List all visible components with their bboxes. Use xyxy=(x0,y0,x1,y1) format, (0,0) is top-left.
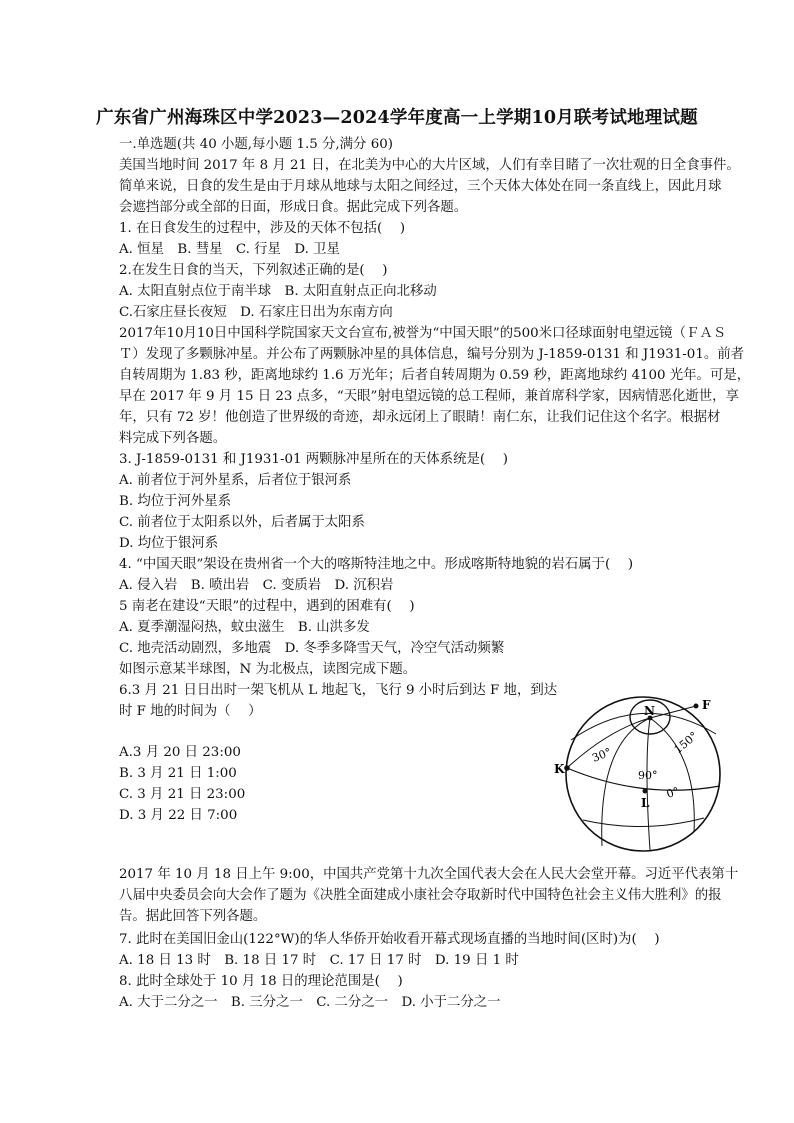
question-stem: 6.3 月 21 日日出时一架飞机从 L 地起飞，飞行 9 小时后到达 F 地，到达 xyxy=(119,683,558,698)
section-heading: 一.单选题(共 40 小题,每小题 1.5 分,满分 60) xyxy=(119,137,393,152)
question-options: A. 侵入岩 B. 喷出岩 C. 变质岩 D. 沉积岩 xyxy=(119,578,394,593)
question-options: C. 地壳活动剧烈，多地震 D. 冬季多降雪天气，冷空气活动频繁 xyxy=(119,641,505,656)
passage-line: 2017年10月10日中国科学院国家天文台宣布,被誉为“中国天眼”的500米口径球面射电望远镜（ＦＡＳ xyxy=(119,326,727,341)
passage-line: 简单来说，日食的发生是由于月球从地球与太阳之间经过，三个天体大体处在同一条直线上，因此月球 xyxy=(119,179,722,194)
page-title: 广东省广州海珠区中学2023—2024学年度高一上学期10月联考试地理试题 xyxy=(96,108,698,128)
passage-line: 自转周期为 1.83 秒，距离地球约 1.6 万光年；后者自转周期为 0.59 秒，距离地球约 4100 光年。可是， xyxy=(119,368,751,383)
question-option: B. 均位于河外星系 xyxy=(119,494,232,509)
passage-line: 料完成下列各题。 xyxy=(119,431,227,446)
question-options: A. 18 日 13 时 B. 18 日 17 时 C. 17 日 17 时 D. 19 日 1 时 xyxy=(119,953,519,968)
hemisphere-diagram xyxy=(548,682,738,852)
passage-line: 美国当地时间 2017 年 8 月 21 日，在北美为中心的大片区域，人们有幸目睹了一次壮观的日全食事件。 xyxy=(119,158,740,173)
question-option: D. 均位于银河系 xyxy=(119,536,219,551)
question-option: C. 3 月 21 日 23:00 xyxy=(119,787,246,802)
question-stem: 3. J-1859-0131 和 J1931-01 两颗脉冲星所在的天体系统是( ) xyxy=(119,452,508,467)
question-options: C.石家庄昼长夜短 D. 石家庄日出为东南方向 xyxy=(119,305,393,320)
label-0-degree: 0° xyxy=(664,784,681,801)
question-stem: 4. “中国天眼”架设在贵州省一个大的喀斯特洼地之中。形成喀斯特地貌的岩石属于( ) xyxy=(119,557,634,572)
question-option: C. 前者位于太阳系以外，后者属于太阳系 xyxy=(119,515,365,530)
label-f: F xyxy=(702,698,711,712)
passage-line: 告。据此回答下列各题。 xyxy=(119,909,267,924)
question-stem: 2.在发生日食的当天，下列叙述正确的是( ) xyxy=(119,263,388,278)
question-options: A. 太阳直射点位于南半球 B. 太阳直射点正向北移动 xyxy=(119,284,437,299)
question-stem: 5 南老在建设“天眼”的过程中，遇到的困难有( ) xyxy=(119,599,415,614)
label-k: K xyxy=(554,762,565,776)
figure-intro: 如图示意某半球图，N 为北极点，读图完成下题。 xyxy=(119,662,417,677)
question-option: B. 3 月 21 日 1:00 xyxy=(119,766,237,781)
passage-line: 会遮挡部分或全部的日面，形成日食。据此完成下列各题。 xyxy=(119,200,468,215)
question-options: A. 大于二分之一 B. 三分之一 C. 二分之一 D. 小于二分之一 xyxy=(119,995,501,1010)
point-l xyxy=(643,789,648,794)
point-k xyxy=(564,765,570,771)
question-option: D. 3 月 22 日 7:00 xyxy=(119,808,238,823)
meridian-line xyxy=(647,718,650,850)
question-stem: 1. 在日食发生的过程中，涉及的天体不包括( ) xyxy=(119,221,406,236)
passage-line: 2017 年 10 月 18 日上午 9:00，中国共产党第十九次全国代表大会在人民大会堂开幕。习近平代表第十 xyxy=(119,867,739,882)
label-150-degree: 150° xyxy=(671,729,701,757)
question-options: A. 夏季潮湿闷热，蚊虫滋生 B. 山洪多发 xyxy=(119,620,370,635)
passage-line: 八届中央委员会向大会作了题为《决胜全面建成小康社会夺取新时代中国特色社会主义伟大胜利》的报 xyxy=(119,888,722,903)
label-30-degree: 30° xyxy=(590,745,614,765)
passage-line: 早在 2017 年 9 月 15 日 23 点多，“天眼”射电望远镜的总工程师，兼首席科学家，因病情恶化逝世，享 xyxy=(119,389,739,404)
label-90-degree: 90° xyxy=(638,769,658,782)
label-n: N xyxy=(644,704,655,718)
question-options: A. 恒星 B. 彗星 C. 行星 D. 卫星 xyxy=(119,242,340,257)
passage-line: Ｔ）发现了多颗脉冲星。并公布了两颗脉冲星的具体信息，编号分别为 J-1859-0131 和 J1931-01。前者 xyxy=(119,347,745,362)
question-option: A.3 月 20 日 23:00 xyxy=(119,745,241,760)
question-stem: 时 F 地的时间为（ ） xyxy=(119,704,262,719)
parallel-line xyxy=(583,818,704,827)
label-l: L xyxy=(641,796,650,810)
question-stem: 8. 此时全球处于 10 月 18 日的理论范围是( ) xyxy=(119,974,403,989)
passage-line: 年，只有 72 岁！他创造了世界级的奇迹，却永远闭上了眼睛！南仁东，让我们记住这个名字。根据材 xyxy=(119,410,721,425)
point-f xyxy=(694,704,699,709)
question-stem: 7. 此时在美国旧金山(122°W)的华人华侨开始收看开幕式现场直播的当地时间(区时)为( ) xyxy=(119,932,660,947)
question-option: A. 前者位于河外星系，后者位于银河系 xyxy=(119,473,352,488)
